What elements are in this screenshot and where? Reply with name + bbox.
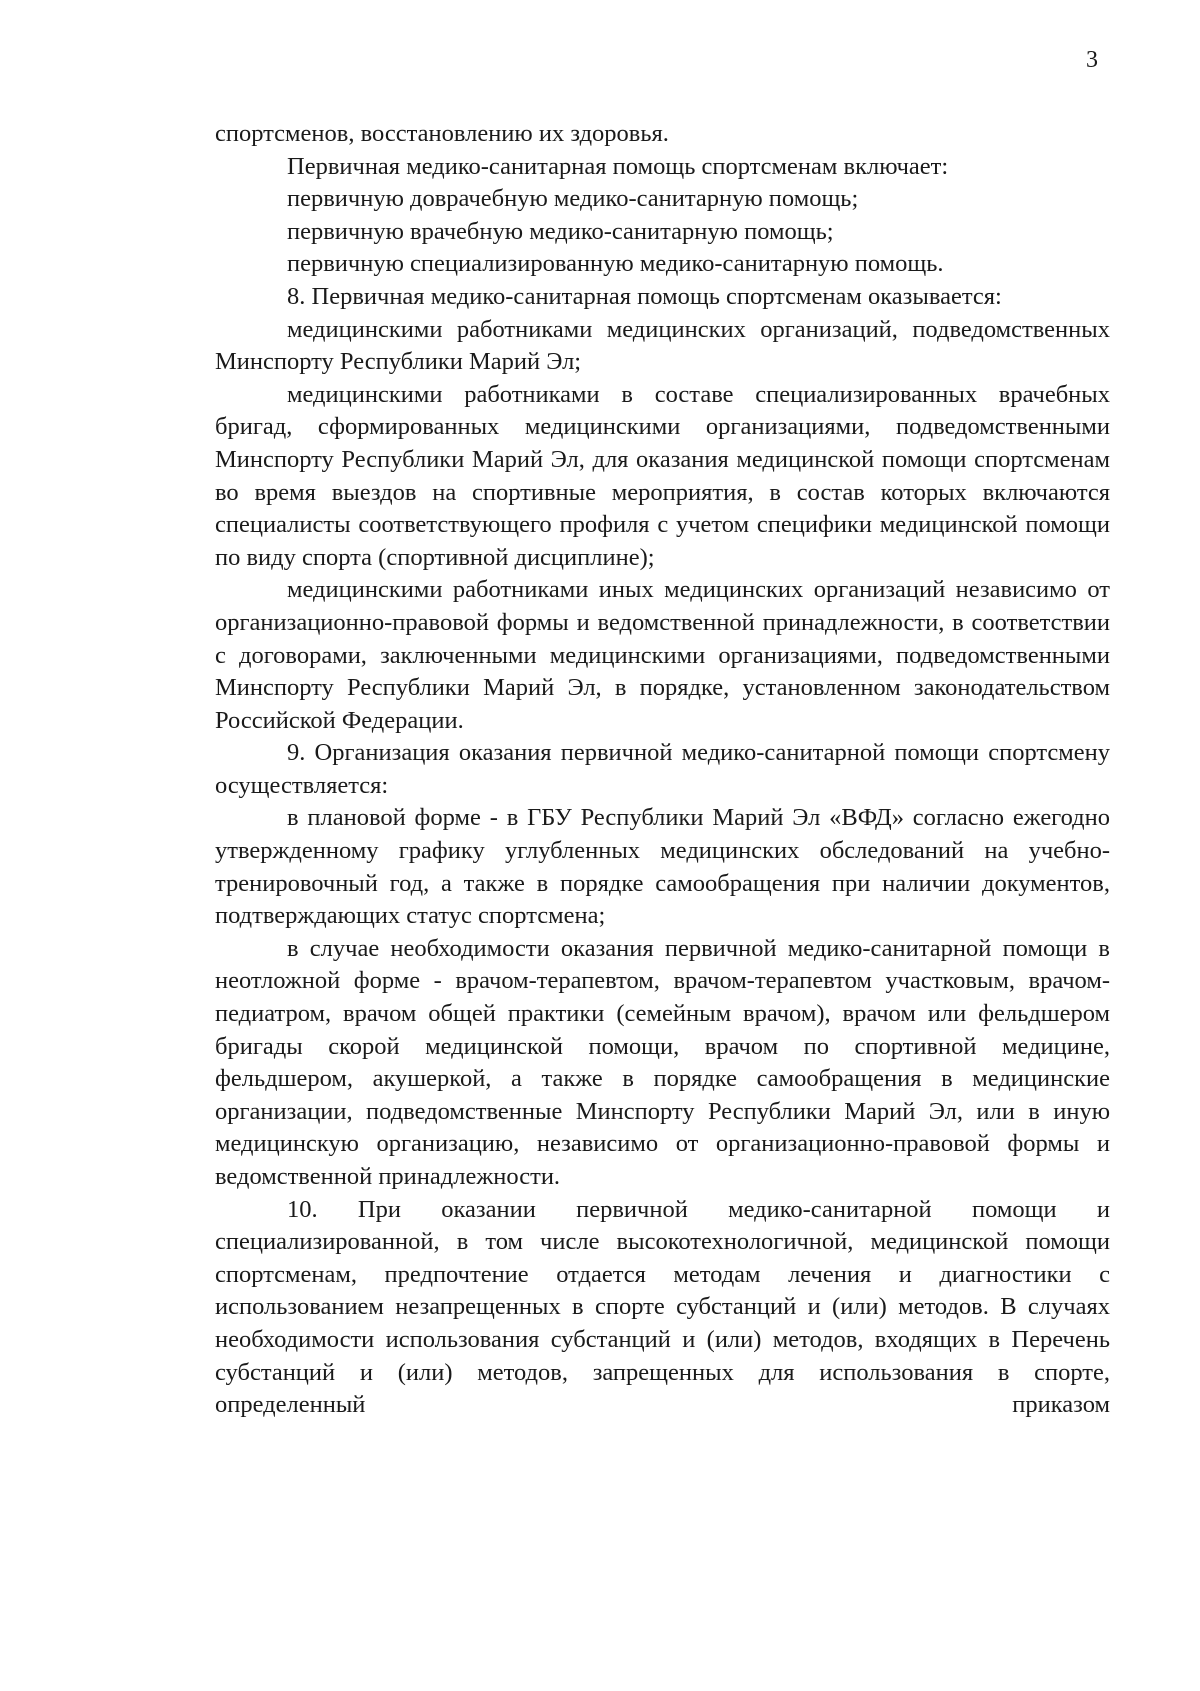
paragraph-item-8: 8. Первичная медико-санитарная помощь спортсменам оказывается: — [287, 282, 1002, 310]
list-item-doctor-care: первичную врачебную медико-санитарную помощь; — [287, 217, 834, 245]
paragraph-item-9: 9. Организация оказания первичной медико-санитарной помощи спортсмену осуществляется: — [215, 739, 1110, 799]
list-item-medical-workers: медицинскими работниками медицинских организаций, подведомственных Минспорту Республики Марий Эл; — [215, 315, 1110, 376]
list-item-specialized-brigades: медицинскими работниками в составе специализированных врачебных бригад, сформированных медицинскими организациями, подведомственными Минспорту Республики Марий Эл, для оказания медицинской помощи спортсменам во время выездов на спортивные мероприятия, в состав которых включаются специалисты соответствующего профиля с учетом специфики медицинской помощи по виду спорта (спортивной дисциплине); — [215, 380, 1110, 571]
page-number: 3 — [1086, 47, 1098, 73]
list-item-planned-form: в плановой форме - в ГБУ Республики Марий Эл «ВФД» согласно ежегодно утвержденному графику углубленных медицинских обследований на учебно-тренировочный год, а также в порядке самообращения при наличии документов, подтверждающих статус спортсмена; — [215, 804, 1110, 930]
paragraph-primary-care-includes: Первичная медико-санитарная помощь спортсменам включает: — [287, 152, 949, 180]
list-item-specialized-care: первичную специализированную медико-санитарную помощь. — [287, 250, 944, 278]
list-item-other-organizations: медицинскими работниками иных медицинских организаций независимо от организационно-правовой формы и ведомственной принадлежности, в соответствии с договорами, заключенными медицинскими организациями, подведомственными Минспорту Республики Марий Эл, в порядке, установленном законодательством Российской Федерации. — [215, 576, 1110, 734]
paragraph-continuation: спортсменов, восстановлению их здоровья. — [215, 120, 669, 147]
document-body — [215, 118, 1110, 1422]
paragraph-item-10: 10. При оказании первичной медико-санитарной помощи и специализированной, в том числе высокотехнологичной, медицинской помощи спортсменам, предпочтение отдается методам лечения и диагностики с использованием незапрещенных в спорте субстанций и (или) методов. В случаях необходимости использования субстанций и (или) методов, входящих в Перечень субстанций и (или) методов, запрещенных для использования в спорте, определенный приказом — [215, 1195, 1110, 1419]
list-item-urgent-form: в случае необходимости оказания первичной медико-санитарной помощи в неотложной форме - врачом-терапевтом, врачом-терапевтом участковым, врачом-педиатром, врачом общей практики (семейным врачом), врачом или фельдшером бригады скорой медицинской помощи, врачом по спортивной медицине, фельдшером, акушеркой, а также в порядке самообращения в медицинские организации, подведомственные Минспорту Республики Марий Эл, или в иную медицинскую организацию, независимо от организационно-правовой формы и ведомственной принадлежности. — [215, 934, 1110, 1190]
list-item-prevrach-care: первичную доврачебную медико-санитарную помощь; — [287, 185, 859, 213]
